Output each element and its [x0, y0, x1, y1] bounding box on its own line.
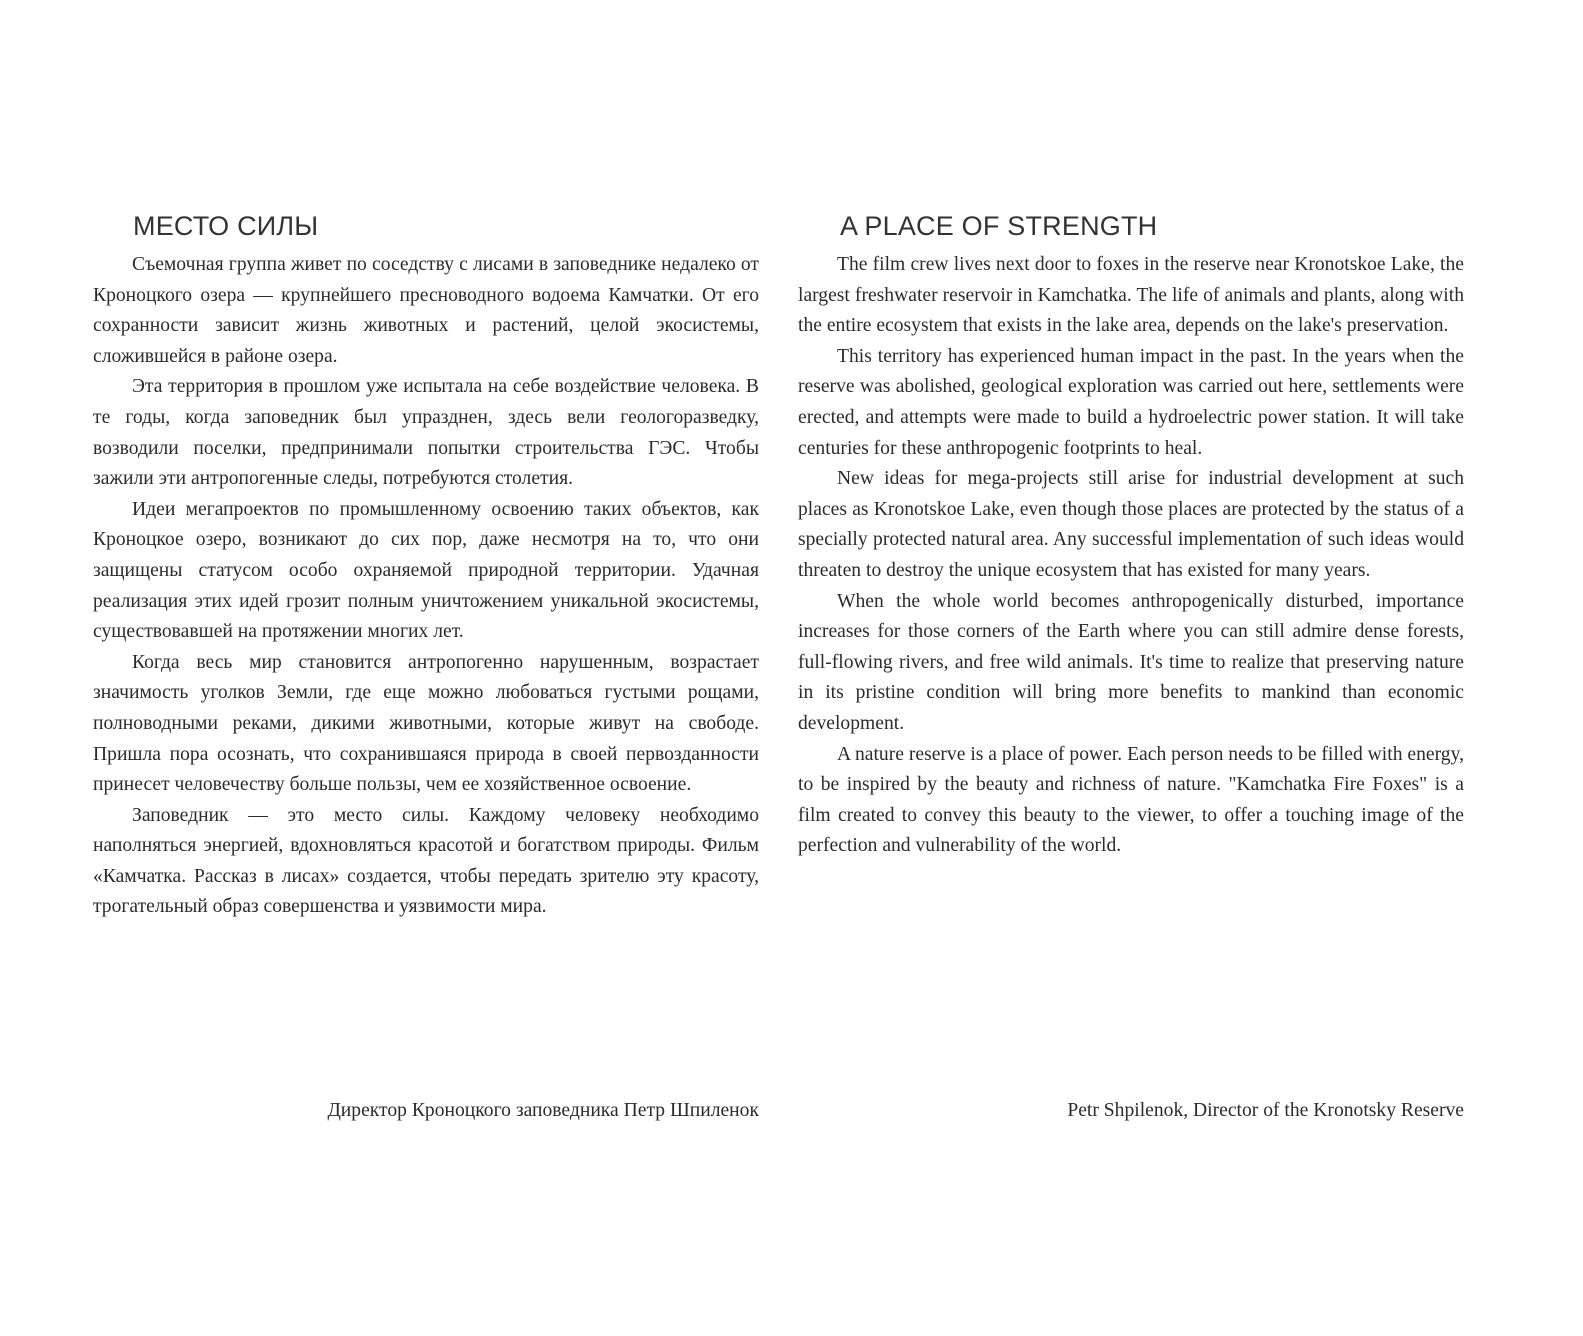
- russian-signature: Директор Кроноцкого заповедника Петр Шпиленок: [327, 1100, 759, 1121]
- russian-paragraph-5: Заповедник — это место силы. Каждому человеку необходимо наполняться энергией, вдохновляться красотой и богатством природы. Фильм «Камчатка. Рассказ в лисах» создается, чтобы передать зрителю эту красоту, трогательный образ совершенства и уязвимости мира.: [93, 804, 759, 918]
- english-paragraph-1: The film crew lives next door to foxes in the reserve near Kronotskoe Lake, the largest freshwater reservoir in Kamchatka. The life of animals and plants, along with the entire ecosystem that exists in the lake area, depends on the lake's preservation.: [798, 254, 1464, 337]
- english-paragraph-4: When the whole world becomes anthropogenically disturbed, importance increases for those corners of the Earth where you can still admire dense forests, full-flowing rivers, and free wild animals. It's time to realize that preserving nature in its pristine condition will bring more benefits to mankind than economic development.: [798, 590, 1464, 734]
- russian-title: МЕСТО СИЛЫ: [133, 211, 319, 241]
- english-paragraph-2: This territory has experienced human impact in the past. In the years when the reserve was abolished, geological exploration was carried out here, settlements were erected, and attempts were made to build a hydroelectric power station. It will take centuries for these anthropogenic footprints to heal.: [798, 345, 1464, 459]
- english-signature: Petr Shpilenok, Director of the Kronotsky Reserve: [1067, 1100, 1464, 1121]
- english-paragraph-3: New ideas for mega-projects still arise for industrial development at such places as Kronotskoe Lake, even though those places are protected by the status of a specially protected natural area. Any successful implementation of such ideas would threaten to destroy the unique ecosystem that has existed for many years.: [798, 468, 1464, 581]
- english-column: [798, 208, 1464, 862]
- russian-paragraph-3: Идеи мегапроектов по промышленному освоению таких объектов, как Кроноцкое озеро, возникают до сих пор, даже несмотря на то, что они защищены статусом особо охраняемой природной территории. Удачная реализация этих идей грозит полным уничтожением уникальной экосистемы, существовавшей на протяжении многих лет.: [93, 498, 759, 643]
- russian-paragraph-1: Съемочная группа живет по соседству с лисами в заповеднике недалеко от Кроноцкого озера — крупнейшего пресноводного водоема Камчатки. От его сохранности зависит жизнь животных и растений, целой экосистемы, сложившейся в районе озера.: [93, 254, 759, 367]
- russian-paragraph-2: Эта территория в прошлом уже испытала на себе воздействие человека. В те годы, когда заповедник был упразднен, здесь вели геологоразведку, возводили поселки, предпринимали попытки строительства ГЭС. Чтобы зажили эти антропогенные следы, потребуются столетия.: [93, 376, 759, 490]
- russian-column: [93, 208, 759, 923]
- russian-paragraph-4: Когда весь мир становится антропогенно нарушенным, возрастает значимость уголков Земли, где еще можно любоваться густыми рощами, полноводными реками, дикими животными, которые живут на свободе. Пришла пора осознать, что сохранившаяся природа в своей первозданности принесет человечеству больше пользы, чем ее хозяйственное освоение.: [93, 651, 759, 796]
- english-paragraph-5: A nature reserve is a place of power. Each person needs to be filled with energy, to be inspired by the beauty and richness of nature. "Kamchatka Fire Foxes" is a film created to convey this beauty to the viewer, to offer a touching image of the perfection and vulnerability of the world.: [798, 743, 1464, 857]
- english-title: A PLACE OF STRENGTH: [840, 211, 1158, 241]
